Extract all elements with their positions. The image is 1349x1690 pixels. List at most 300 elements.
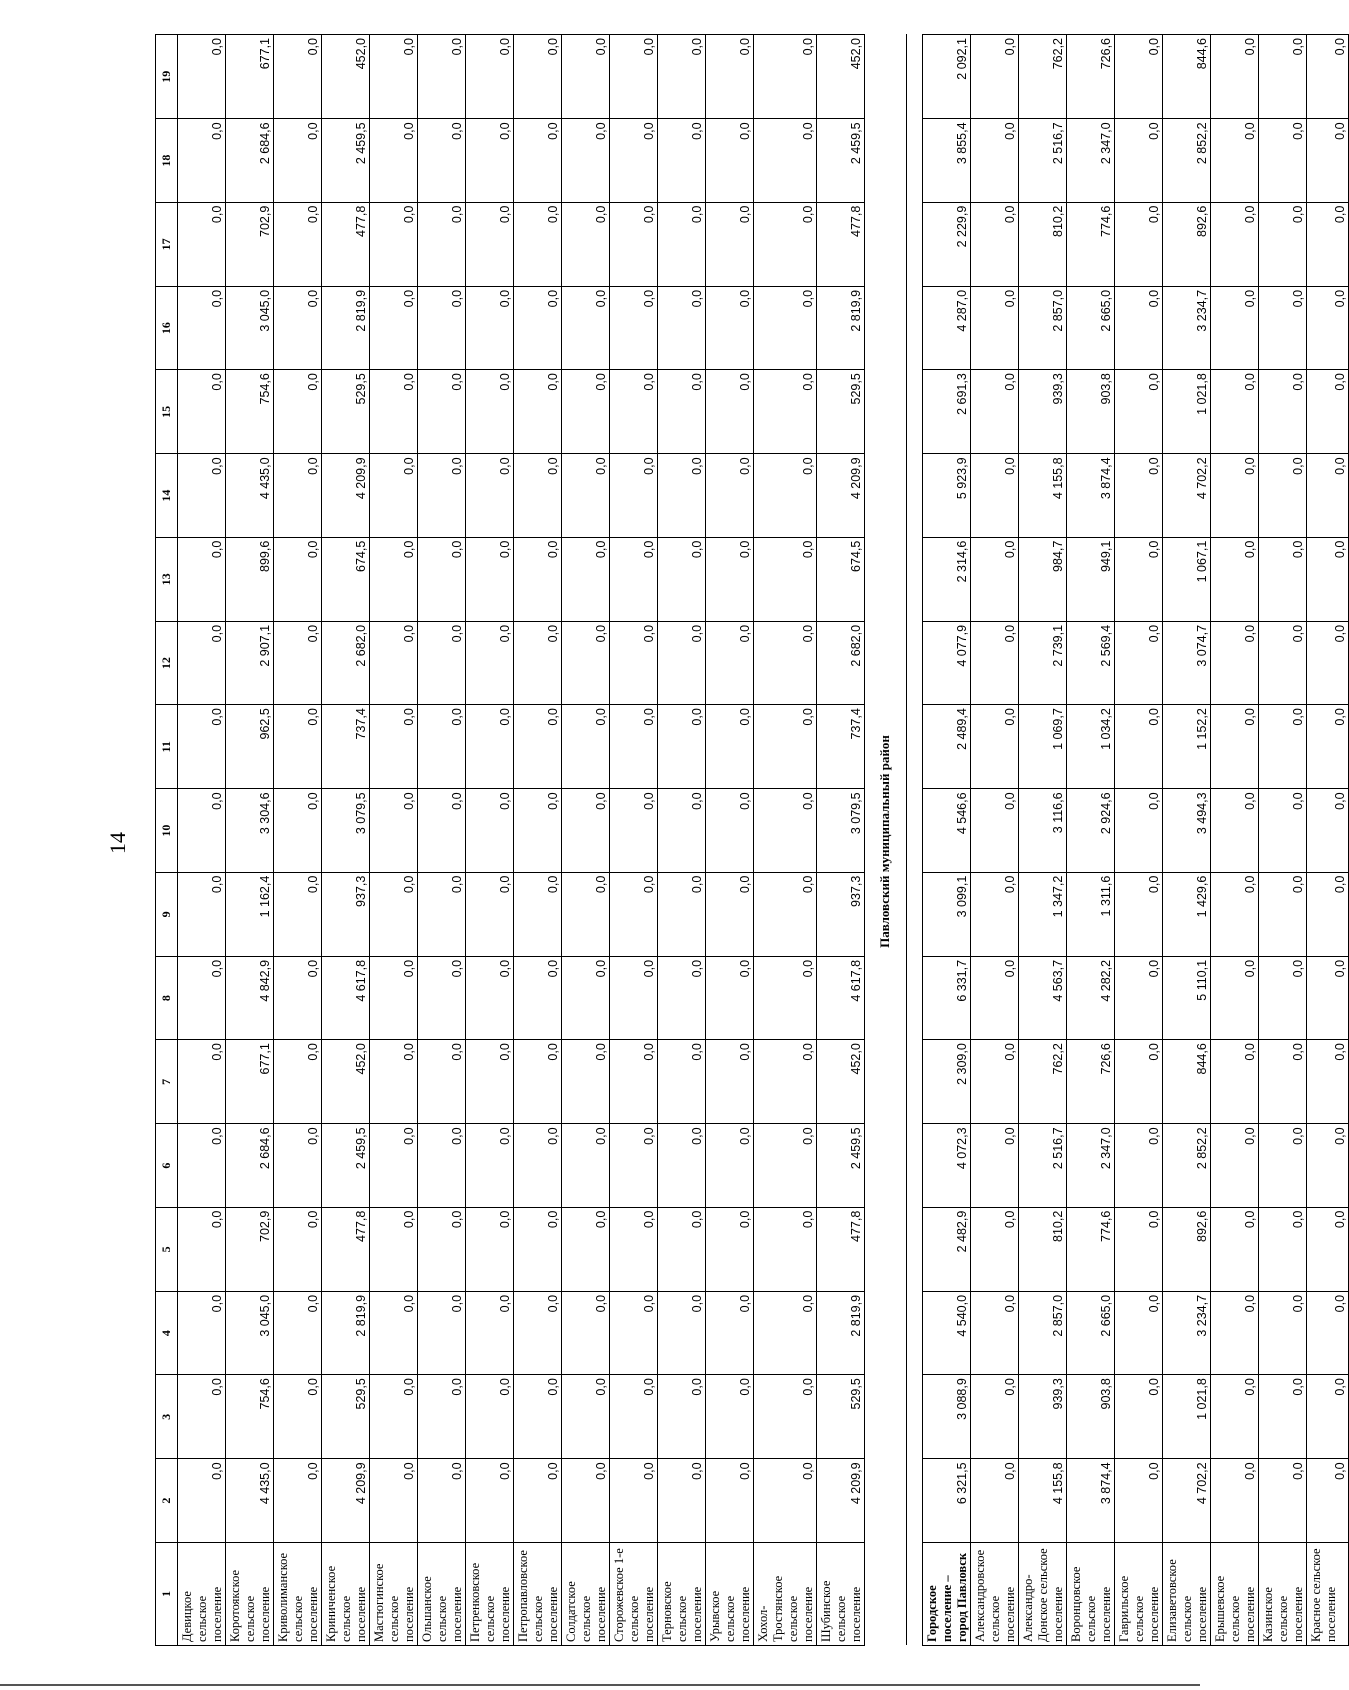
value-cell: 0,0 bbox=[1307, 621, 1349, 704]
value-cell: 903,8 bbox=[1067, 1375, 1115, 1459]
value-cell: 0,0 bbox=[610, 1124, 658, 1207]
value-cell: 754,6 bbox=[226, 370, 274, 454]
value-cell: 0,0 bbox=[514, 872, 562, 956]
column-header: 4 bbox=[156, 1291, 178, 1374]
value-cell: 0,0 bbox=[370, 705, 418, 789]
column-header: 11 bbox=[156, 705, 178, 789]
value-cell: 0,0 bbox=[1211, 286, 1259, 369]
value-cell: 0,0 bbox=[178, 454, 226, 537]
value-cell: 0,0 bbox=[514, 789, 562, 872]
value-cell: 0,0 bbox=[1259, 537, 1307, 621]
value-cell: 939,3 bbox=[1019, 1375, 1067, 1459]
value-cell: 0,0 bbox=[466, 370, 514, 454]
value-cell: 0,0 bbox=[514, 119, 562, 202]
value-cell: 3 088,9 bbox=[923, 1375, 971, 1459]
value-cell: 3 494,3 bbox=[1163, 789, 1211, 872]
value-cell: 0,0 bbox=[562, 286, 610, 369]
value-cell: 0,0 bbox=[466, 537, 514, 621]
value-cell: 1 311,6 bbox=[1067, 872, 1115, 956]
value-cell: 0,0 bbox=[754, 621, 817, 704]
value-cell: 0,0 bbox=[562, 537, 610, 621]
section-row bbox=[865, 35, 907, 1646]
value-cell: 0,0 bbox=[274, 370, 322, 454]
settlement-name-cell: Красное сельское поселение bbox=[1307, 1542, 1349, 1645]
table-row bbox=[754, 35, 817, 1646]
value-cell: 0,0 bbox=[610, 1207, 658, 1291]
value-cell: 0,0 bbox=[1259, 789, 1307, 872]
value-cell: 0,0 bbox=[1115, 119, 1163, 202]
value-cell: 2 489,4 bbox=[923, 705, 971, 789]
settlement-name-cell: Шубинское сельское поселение bbox=[817, 1542, 865, 1645]
value-cell: 0,0 bbox=[562, 1291, 610, 1374]
value-cell: 0,0 bbox=[971, 1459, 1019, 1542]
value-cell: 4 209,9 bbox=[322, 1459, 370, 1542]
value-cell: 0,0 bbox=[706, 454, 754, 537]
value-cell: 0,0 bbox=[178, 286, 226, 369]
value-cell: 0,0 bbox=[562, 119, 610, 202]
column-header: 2 bbox=[156, 1459, 178, 1542]
value-cell: 0,0 bbox=[562, 1375, 610, 1459]
value-cell: 4 702,2 bbox=[1163, 454, 1211, 537]
column-header: 19 bbox=[156, 35, 178, 119]
value-cell: 4 435,0 bbox=[226, 1459, 274, 1542]
value-cell: 0,0 bbox=[370, 537, 418, 621]
value-cell: 0,0 bbox=[971, 1375, 1019, 1459]
value-cell: 0,0 bbox=[1259, 202, 1307, 286]
value-cell: 0,0 bbox=[178, 956, 226, 1039]
value-cell: 0,0 bbox=[610, 35, 658, 119]
value-cell: 2 229,9 bbox=[923, 202, 971, 286]
value-cell: 0,0 bbox=[1307, 1291, 1349, 1374]
value-cell: 674,5 bbox=[322, 537, 370, 621]
value-cell: 0,0 bbox=[370, 1207, 418, 1291]
settlement-name-cell: Воронцовское сельское поселение bbox=[1067, 1542, 1115, 1645]
value-cell: 2 819,9 bbox=[322, 1291, 370, 1374]
value-cell: 0,0 bbox=[658, 621, 706, 704]
value-cell: 0,0 bbox=[274, 1459, 322, 1542]
value-cell: 1 067,1 bbox=[1163, 537, 1211, 621]
value-cell: 0,0 bbox=[1307, 872, 1349, 956]
settlement-name-cell: Хохол-Тростянское сельское поселение bbox=[754, 1542, 817, 1645]
value-cell: 0,0 bbox=[562, 454, 610, 537]
value-cell: 0,0 bbox=[610, 789, 658, 872]
value-cell: 0,0 bbox=[370, 956, 418, 1039]
value-cell: 0,0 bbox=[971, 286, 1019, 369]
value-cell: 0,0 bbox=[370, 1459, 418, 1542]
value-cell: 6 331,7 bbox=[923, 956, 971, 1039]
value-cell: 4 546,6 bbox=[923, 789, 971, 872]
value-cell: 754,6 bbox=[226, 1375, 274, 1459]
value-cell: 4 435,0 bbox=[226, 454, 274, 537]
value-cell: 0,0 bbox=[274, 705, 322, 789]
settlement-name-cell: Казинское сельское поселение bbox=[1259, 1542, 1307, 1645]
value-cell: 0,0 bbox=[466, 789, 514, 872]
value-cell: 0,0 bbox=[274, 1040, 322, 1124]
table-row bbox=[1163, 35, 1211, 1646]
value-cell: 0,0 bbox=[1115, 454, 1163, 537]
value-cell: 0,0 bbox=[754, 370, 817, 454]
value-cell: 0,0 bbox=[971, 119, 1019, 202]
value-cell: 3 045,0 bbox=[226, 1291, 274, 1374]
value-cell: 0,0 bbox=[1211, 789, 1259, 872]
value-cell: 0,0 bbox=[754, 1459, 817, 1542]
value-cell: 477,8 bbox=[817, 1207, 865, 1291]
value-cell: 0,0 bbox=[1259, 705, 1307, 789]
value-cell: 0,0 bbox=[514, 370, 562, 454]
value-cell: 4 842,9 bbox=[226, 956, 274, 1039]
value-cell: 0,0 bbox=[1259, 956, 1307, 1039]
value-cell: 0,0 bbox=[178, 1207, 226, 1291]
value-cell: 0,0 bbox=[706, 705, 754, 789]
value-cell: 4 155,8 bbox=[1019, 1459, 1067, 1542]
value-cell: 0,0 bbox=[514, 286, 562, 369]
value-cell: 0,0 bbox=[1211, 370, 1259, 454]
value-cell: 0,0 bbox=[1259, 286, 1307, 369]
value-cell: 0,0 bbox=[178, 705, 226, 789]
value-cell: 0,0 bbox=[178, 1291, 226, 1374]
value-cell: 0,0 bbox=[466, 454, 514, 537]
value-cell: 0,0 bbox=[1307, 202, 1349, 286]
table-row bbox=[466, 35, 514, 1646]
value-cell: 0,0 bbox=[754, 705, 817, 789]
value-cell: 939,3 bbox=[1019, 370, 1067, 454]
value-cell: 0,0 bbox=[466, 1375, 514, 1459]
settlement-name-cell: Сторожевское 1-е сельское поселение bbox=[610, 1542, 658, 1645]
value-cell: 0,0 bbox=[274, 1375, 322, 1459]
value-cell: 0,0 bbox=[610, 454, 658, 537]
value-cell: 1 152,2 bbox=[1163, 705, 1211, 789]
table-row bbox=[370, 35, 418, 1646]
value-cell: 677,1 bbox=[226, 35, 274, 119]
value-cell: 0,0 bbox=[610, 956, 658, 1039]
settlement-name-cell: Александро-Донское сельское поселение bbox=[1019, 1542, 1067, 1645]
value-cell: 0,0 bbox=[1115, 1207, 1163, 1291]
table-row bbox=[1307, 35, 1349, 1646]
column-header: 15 bbox=[156, 370, 178, 454]
value-cell: 737,4 bbox=[817, 705, 865, 789]
value-cell: 0,0 bbox=[274, 454, 322, 537]
value-cell: 0,0 bbox=[610, 537, 658, 621]
value-cell: 0,0 bbox=[370, 1124, 418, 1207]
data-table bbox=[155, 34, 1349, 1646]
value-cell: 0,0 bbox=[1211, 454, 1259, 537]
value-cell: 0,0 bbox=[610, 872, 658, 956]
value-cell: 0,0 bbox=[274, 789, 322, 872]
value-cell: 0,0 bbox=[514, 35, 562, 119]
value-cell: 1 021,8 bbox=[1163, 1375, 1211, 1459]
value-cell: 0,0 bbox=[466, 621, 514, 704]
value-cell: 0,0 bbox=[754, 286, 817, 369]
spacer-cell bbox=[907, 35, 923, 1646]
column-header: 16 bbox=[156, 286, 178, 369]
value-cell: 0,0 bbox=[706, 119, 754, 202]
value-cell: 0,0 bbox=[274, 621, 322, 704]
column-header: 8 bbox=[156, 956, 178, 1039]
value-cell: 0,0 bbox=[562, 1124, 610, 1207]
value-cell: 0,0 bbox=[418, 956, 466, 1039]
value-cell: 3 234,7 bbox=[1163, 1291, 1211, 1374]
value-cell: 0,0 bbox=[466, 705, 514, 789]
value-cell: 0,0 bbox=[466, 1207, 514, 1291]
value-cell: 0,0 bbox=[514, 1124, 562, 1207]
value-cell: 0,0 bbox=[418, 1459, 466, 1542]
value-cell: 0,0 bbox=[658, 1040, 706, 1124]
value-cell: 0,0 bbox=[754, 1291, 817, 1374]
column-header: 6 bbox=[156, 1124, 178, 1207]
value-cell: 0,0 bbox=[562, 872, 610, 956]
table-row bbox=[178, 35, 226, 1646]
value-cell: 0,0 bbox=[706, 1124, 754, 1207]
settlement-name-cell: Петренковское сельское поселение bbox=[466, 1542, 514, 1645]
value-cell: 1 034,2 bbox=[1067, 705, 1115, 789]
value-cell: 0,0 bbox=[418, 35, 466, 119]
value-cell: 0,0 bbox=[754, 35, 817, 119]
value-cell: 0,0 bbox=[370, 1375, 418, 1459]
value-cell: 0,0 bbox=[706, 1291, 754, 1374]
table-row bbox=[971, 35, 1019, 1646]
value-cell: 0,0 bbox=[754, 789, 817, 872]
value-cell: 2 682,0 bbox=[817, 621, 865, 704]
value-cell: 0,0 bbox=[610, 1040, 658, 1124]
value-cell: 0,0 bbox=[971, 1291, 1019, 1374]
value-cell: 0,0 bbox=[1211, 537, 1259, 621]
column-header: 12 bbox=[156, 621, 178, 704]
value-cell: 0,0 bbox=[274, 1291, 322, 1374]
value-cell: 0,0 bbox=[610, 119, 658, 202]
value-cell: 937,3 bbox=[322, 872, 370, 956]
value-cell: 2 309,0 bbox=[923, 1040, 971, 1124]
value-cell: 0,0 bbox=[562, 370, 610, 454]
value-cell: 0,0 bbox=[1259, 1040, 1307, 1124]
value-cell: 4 540,0 bbox=[923, 1291, 971, 1374]
value-cell: 452,0 bbox=[322, 35, 370, 119]
value-cell: 0,0 bbox=[562, 705, 610, 789]
value-cell: 0,0 bbox=[754, 1124, 817, 1207]
value-cell: 0,0 bbox=[562, 789, 610, 872]
value-cell: 529,5 bbox=[322, 1375, 370, 1459]
value-cell: 0,0 bbox=[1115, 286, 1163, 369]
value-cell: 4 563,7 bbox=[1019, 956, 1067, 1039]
value-cell: 0,0 bbox=[658, 1207, 706, 1291]
settlement-name-cell: Девицкое сельское поселение bbox=[178, 1542, 226, 1645]
value-cell: 4 617,8 bbox=[817, 956, 865, 1039]
value-cell: 0,0 bbox=[706, 370, 754, 454]
value-cell: 0,0 bbox=[610, 370, 658, 454]
value-cell: 452,0 bbox=[817, 35, 865, 119]
table-row bbox=[706, 35, 754, 1646]
value-cell: 0,0 bbox=[514, 1207, 562, 1291]
value-cell: 2 459,5 bbox=[322, 119, 370, 202]
value-cell: 2 907,1 bbox=[226, 621, 274, 704]
value-cell: 899,6 bbox=[226, 537, 274, 621]
value-cell: 0,0 bbox=[706, 286, 754, 369]
value-cell: 0,0 bbox=[274, 119, 322, 202]
value-cell: 0,0 bbox=[562, 35, 610, 119]
value-cell: 3 304,6 bbox=[226, 789, 274, 872]
value-cell: 677,1 bbox=[226, 1040, 274, 1124]
value-cell: 2 092,1 bbox=[923, 35, 971, 119]
value-cell: 0,0 bbox=[1211, 1124, 1259, 1207]
value-cell: 0,0 bbox=[1259, 1459, 1307, 1542]
value-cell: 0,0 bbox=[1307, 537, 1349, 621]
value-cell: 3 116,6 bbox=[1019, 789, 1067, 872]
value-cell: 0,0 bbox=[1259, 370, 1307, 454]
value-cell: 810,2 bbox=[1019, 202, 1067, 286]
value-cell: 0,0 bbox=[1259, 1375, 1307, 1459]
value-cell: 0,0 bbox=[1211, 621, 1259, 704]
value-cell: 0,0 bbox=[466, 1291, 514, 1374]
value-cell: 0,0 bbox=[971, 1207, 1019, 1291]
value-cell: 0,0 bbox=[658, 1459, 706, 1542]
value-cell: 0,0 bbox=[1259, 35, 1307, 119]
value-cell: 0,0 bbox=[1211, 1375, 1259, 1459]
value-cell: 0,0 bbox=[706, 956, 754, 1039]
value-cell: 4 077,9 bbox=[923, 621, 971, 704]
column-header: 9 bbox=[156, 872, 178, 956]
value-cell: 3 855,4 bbox=[923, 119, 971, 202]
value-cell: 0,0 bbox=[274, 202, 322, 286]
value-cell: 0,0 bbox=[562, 956, 610, 1039]
value-cell: 0,0 bbox=[1211, 35, 1259, 119]
value-cell: 0,0 bbox=[706, 202, 754, 286]
value-cell: 702,9 bbox=[226, 202, 274, 286]
value-cell: 949,1 bbox=[1067, 537, 1115, 621]
value-cell: 774,6 bbox=[1067, 1207, 1115, 1291]
value-cell: 0,0 bbox=[706, 1207, 754, 1291]
value-cell: 0,0 bbox=[658, 705, 706, 789]
value-cell: 0,0 bbox=[1115, 705, 1163, 789]
value-cell: 0,0 bbox=[971, 705, 1019, 789]
value-cell: 477,8 bbox=[322, 1207, 370, 1291]
value-cell: 0,0 bbox=[178, 621, 226, 704]
value-cell: 2 819,9 bbox=[322, 286, 370, 369]
value-cell: 892,6 bbox=[1163, 202, 1211, 286]
value-cell: 6 321,5 bbox=[923, 1459, 971, 1542]
column-header: 14 bbox=[156, 454, 178, 537]
value-cell: 674,5 bbox=[817, 537, 865, 621]
value-cell: 3 074,7 bbox=[1163, 621, 1211, 704]
value-cell: 2 852,2 bbox=[1163, 1124, 1211, 1207]
value-cell: 0,0 bbox=[418, 621, 466, 704]
value-cell: 0,0 bbox=[418, 1291, 466, 1374]
value-cell: 0,0 bbox=[274, 956, 322, 1039]
value-cell: 0,0 bbox=[514, 454, 562, 537]
value-cell: 0,0 bbox=[610, 286, 658, 369]
value-cell: 4 209,9 bbox=[817, 1459, 865, 1542]
value-cell: 0,0 bbox=[658, 35, 706, 119]
value-cell: 0,0 bbox=[514, 1459, 562, 1542]
table-row bbox=[1115, 35, 1163, 1646]
settlement-name-cell: Криволиманское сельское поселение bbox=[274, 1542, 322, 1645]
value-cell: 0,0 bbox=[1211, 872, 1259, 956]
value-cell: 762,2 bbox=[1019, 1040, 1067, 1124]
value-cell: 2 482,9 bbox=[923, 1207, 971, 1291]
value-cell: 0,0 bbox=[706, 1040, 754, 1124]
value-cell: 0,0 bbox=[370, 370, 418, 454]
value-cell: 2 347,0 bbox=[1067, 1124, 1115, 1207]
value-cell: 0,0 bbox=[754, 1207, 817, 1291]
value-cell: 477,8 bbox=[817, 202, 865, 286]
value-cell: 0,0 bbox=[658, 1375, 706, 1459]
column-header: 7 bbox=[156, 1040, 178, 1124]
value-cell: 0,0 bbox=[610, 202, 658, 286]
value-cell: 0,0 bbox=[1115, 537, 1163, 621]
value-cell: 0,0 bbox=[370, 35, 418, 119]
value-cell: 0,0 bbox=[1115, 1375, 1163, 1459]
value-cell: 0,0 bbox=[466, 286, 514, 369]
table-row bbox=[514, 35, 562, 1646]
value-cell: 0,0 bbox=[178, 202, 226, 286]
value-cell: 0,0 bbox=[418, 202, 466, 286]
value-cell: 2 459,5 bbox=[322, 1124, 370, 1207]
table-row bbox=[562, 35, 610, 1646]
value-cell: 2 684,6 bbox=[226, 119, 274, 202]
value-cell: 0,0 bbox=[610, 705, 658, 789]
value-cell: 0,0 bbox=[706, 537, 754, 621]
value-cell: 0,0 bbox=[1115, 370, 1163, 454]
value-cell: 0,0 bbox=[1115, 872, 1163, 956]
table-row bbox=[658, 35, 706, 1646]
value-cell: 0,0 bbox=[1115, 1291, 1163, 1374]
value-cell: 2 857,0 bbox=[1019, 1291, 1067, 1374]
table-row bbox=[1019, 35, 1067, 1646]
settlement-name-cell: Гаврильское сельское поселение bbox=[1115, 1542, 1163, 1645]
value-cell: 0,0 bbox=[178, 1459, 226, 1542]
value-cell: 0,0 bbox=[418, 537, 466, 621]
value-cell: 0,0 bbox=[514, 1291, 562, 1374]
table-row bbox=[322, 35, 370, 1646]
value-cell: 1 347,2 bbox=[1019, 872, 1067, 956]
value-cell: 2 665,0 bbox=[1067, 1291, 1115, 1374]
bottom-rule bbox=[0, 1684, 1200, 1686]
value-cell: 0,0 bbox=[610, 1459, 658, 1542]
value-cell: 0,0 bbox=[370, 202, 418, 286]
value-cell: 529,5 bbox=[322, 370, 370, 454]
value-cell: 0,0 bbox=[1307, 119, 1349, 202]
value-cell: 4 617,8 bbox=[322, 956, 370, 1039]
value-cell: 0,0 bbox=[706, 872, 754, 956]
value-cell: 0,0 bbox=[1211, 1459, 1259, 1542]
value-cell: 0,0 bbox=[706, 621, 754, 704]
value-cell: 0,0 bbox=[466, 202, 514, 286]
value-cell: 0,0 bbox=[562, 1207, 610, 1291]
value-cell: 0,0 bbox=[178, 537, 226, 621]
value-cell: 1 069,7 bbox=[1019, 705, 1067, 789]
value-cell: 5 110,1 bbox=[1163, 956, 1211, 1039]
value-cell: 844,6 bbox=[1163, 35, 1211, 119]
value-cell: 2 569,4 bbox=[1067, 621, 1115, 704]
value-cell: 0,0 bbox=[1259, 119, 1307, 202]
value-cell: 529,5 bbox=[817, 1375, 865, 1459]
value-cell: 0,0 bbox=[971, 202, 1019, 286]
value-cell: 0,0 bbox=[178, 35, 226, 119]
rotated-table-container bbox=[155, 34, 1347, 1646]
settlement-name-cell: Солдатское сельское поселение bbox=[562, 1542, 610, 1645]
value-cell: 2 516,7 bbox=[1019, 119, 1067, 202]
table-row bbox=[274, 35, 322, 1646]
value-cell: 0,0 bbox=[1259, 872, 1307, 956]
column-header: 1 bbox=[156, 1542, 178, 1645]
value-cell: 0,0 bbox=[562, 1459, 610, 1542]
column-header: 13 bbox=[156, 537, 178, 621]
value-cell: 1 021,8 bbox=[1163, 370, 1211, 454]
value-cell: 0,0 bbox=[754, 537, 817, 621]
value-cell: 529,5 bbox=[817, 370, 865, 454]
value-cell: 0,0 bbox=[754, 119, 817, 202]
settlement-name-cell: Коротоякское сельское поселение bbox=[226, 1542, 274, 1645]
value-cell: 726,6 bbox=[1067, 35, 1115, 119]
value-cell: 4 072,3 bbox=[923, 1124, 971, 1207]
